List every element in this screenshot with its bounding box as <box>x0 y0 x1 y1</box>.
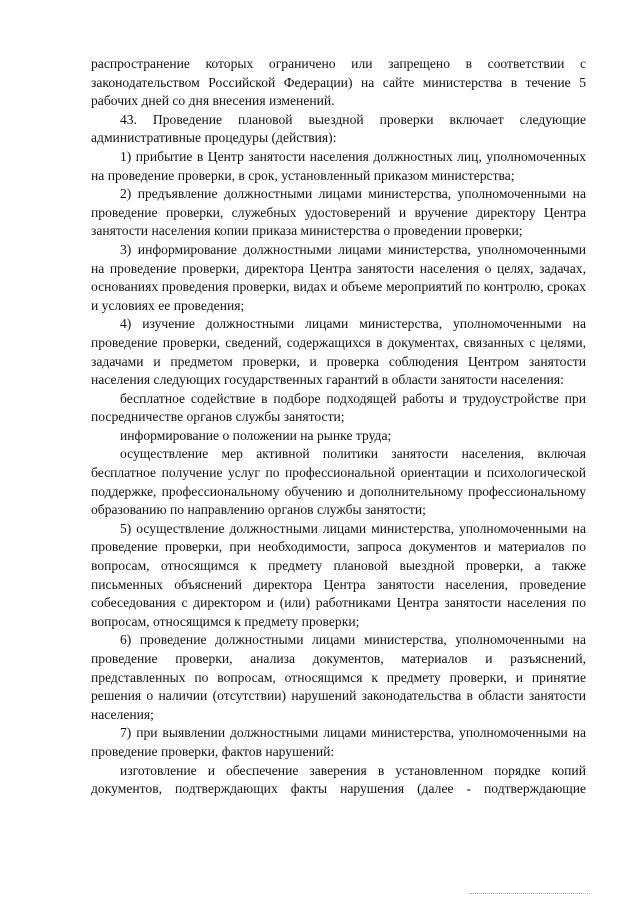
paragraph-subitem-3: 3) информирование должностными лицами министерства, уполномоченными на проведение проверки, директора Центра занятости населения о целях, задачах, основаниях проведения проверки, видах и объеме мероприятий по контролю, сроках и условиях ее проведения; <box>91 241 586 313</box>
paragraph-guarantee-1: бесплатное содействие в подборе подходящей работы и трудоустройстве при посредничестве органов службы занятости; <box>91 390 586 425</box>
paragraph-subitem-7: 7) при выявлении должностными лицами министерства, уполномоченными на проведение проверки, фактов нарушений: <box>91 725 586 759</box>
paragraph-item-43: 43. Проведение плановой выездной проверки включает следующие административные процедуры (действия): <box>91 111 586 146</box>
paragraph-continuation: распространение которых ограничено или запрещено в соответствии с законодательством Российской Федерации) на сайте министерства в течение 5 рабочих дней со дня внесения изменений. <box>91 56 586 109</box>
paragraph-copies: изготовление и обеспечение заверения в установленном порядке копий документов, подтверждающих факты нарушения (далее - подтверждающие <box>91 762 586 797</box>
paragraph-subitem-1: 1) прибытие в Центр занятости населения должностных лиц, уполномоченных на проведение проверки, в срок, установленный приказом министерства; <box>91 148 586 183</box>
paragraph-subitem-6: 6) проведение должностными лицами министерства, уполномоченными на проведение проверки, анализа документов, материалов и разъяснений, представленных по вопросам, относящимся к предмету проверки, и принятие решения о наличии (отсутствии) нарушений законодательства в области занятости населения; <box>91 632 586 722</box>
paragraph-subitem-5: 5) осуществление должностными лицами министерства, уполномоченными на проведение проверки, при необходимости, запроса документов и материалов по вопросам, относящимся к предмету плановой выездной проверки, а также письменных объяснений директора Центра занятости населения, проведение собеседования с директором и (или) работниками Центра занятости населения по вопросам, относящимся к предмету проверки; <box>91 520 586 629</box>
paragraph-guarantee-3: осуществление мер активной политики занятости населения, включая бесплатное получение услуг по профессиональной ориентации и психологической поддержке, профессиональному обучению и дополнительному профессиональному образованию по направлению органов службы занятости; <box>91 446 586 518</box>
paragraph-subitem-2: 2) предъявление должностными лицами министерства, уполномоченными на проведение проверки, служебных удостоверений и вручение директору Центра занятости населения копии приказа министерства о проведении проверки; <box>91 186 586 239</box>
scan-edge-line <box>470 893 590 894</box>
paragraph-guarantee-2: информирование о положении на рынке труда; <box>120 427 392 443</box>
document-page <box>91 55 586 799</box>
paragraph-subitem-4: 4) изучение должностными лицами министерства, уполномоченными на проведение проверки, сведений, содержащихся в документах, связанных с целями, задачами и предметом проверки, и проверка соблюдения Центром занятости населения следующих государственных гарантий в области занятости населения: <box>91 316 586 388</box>
